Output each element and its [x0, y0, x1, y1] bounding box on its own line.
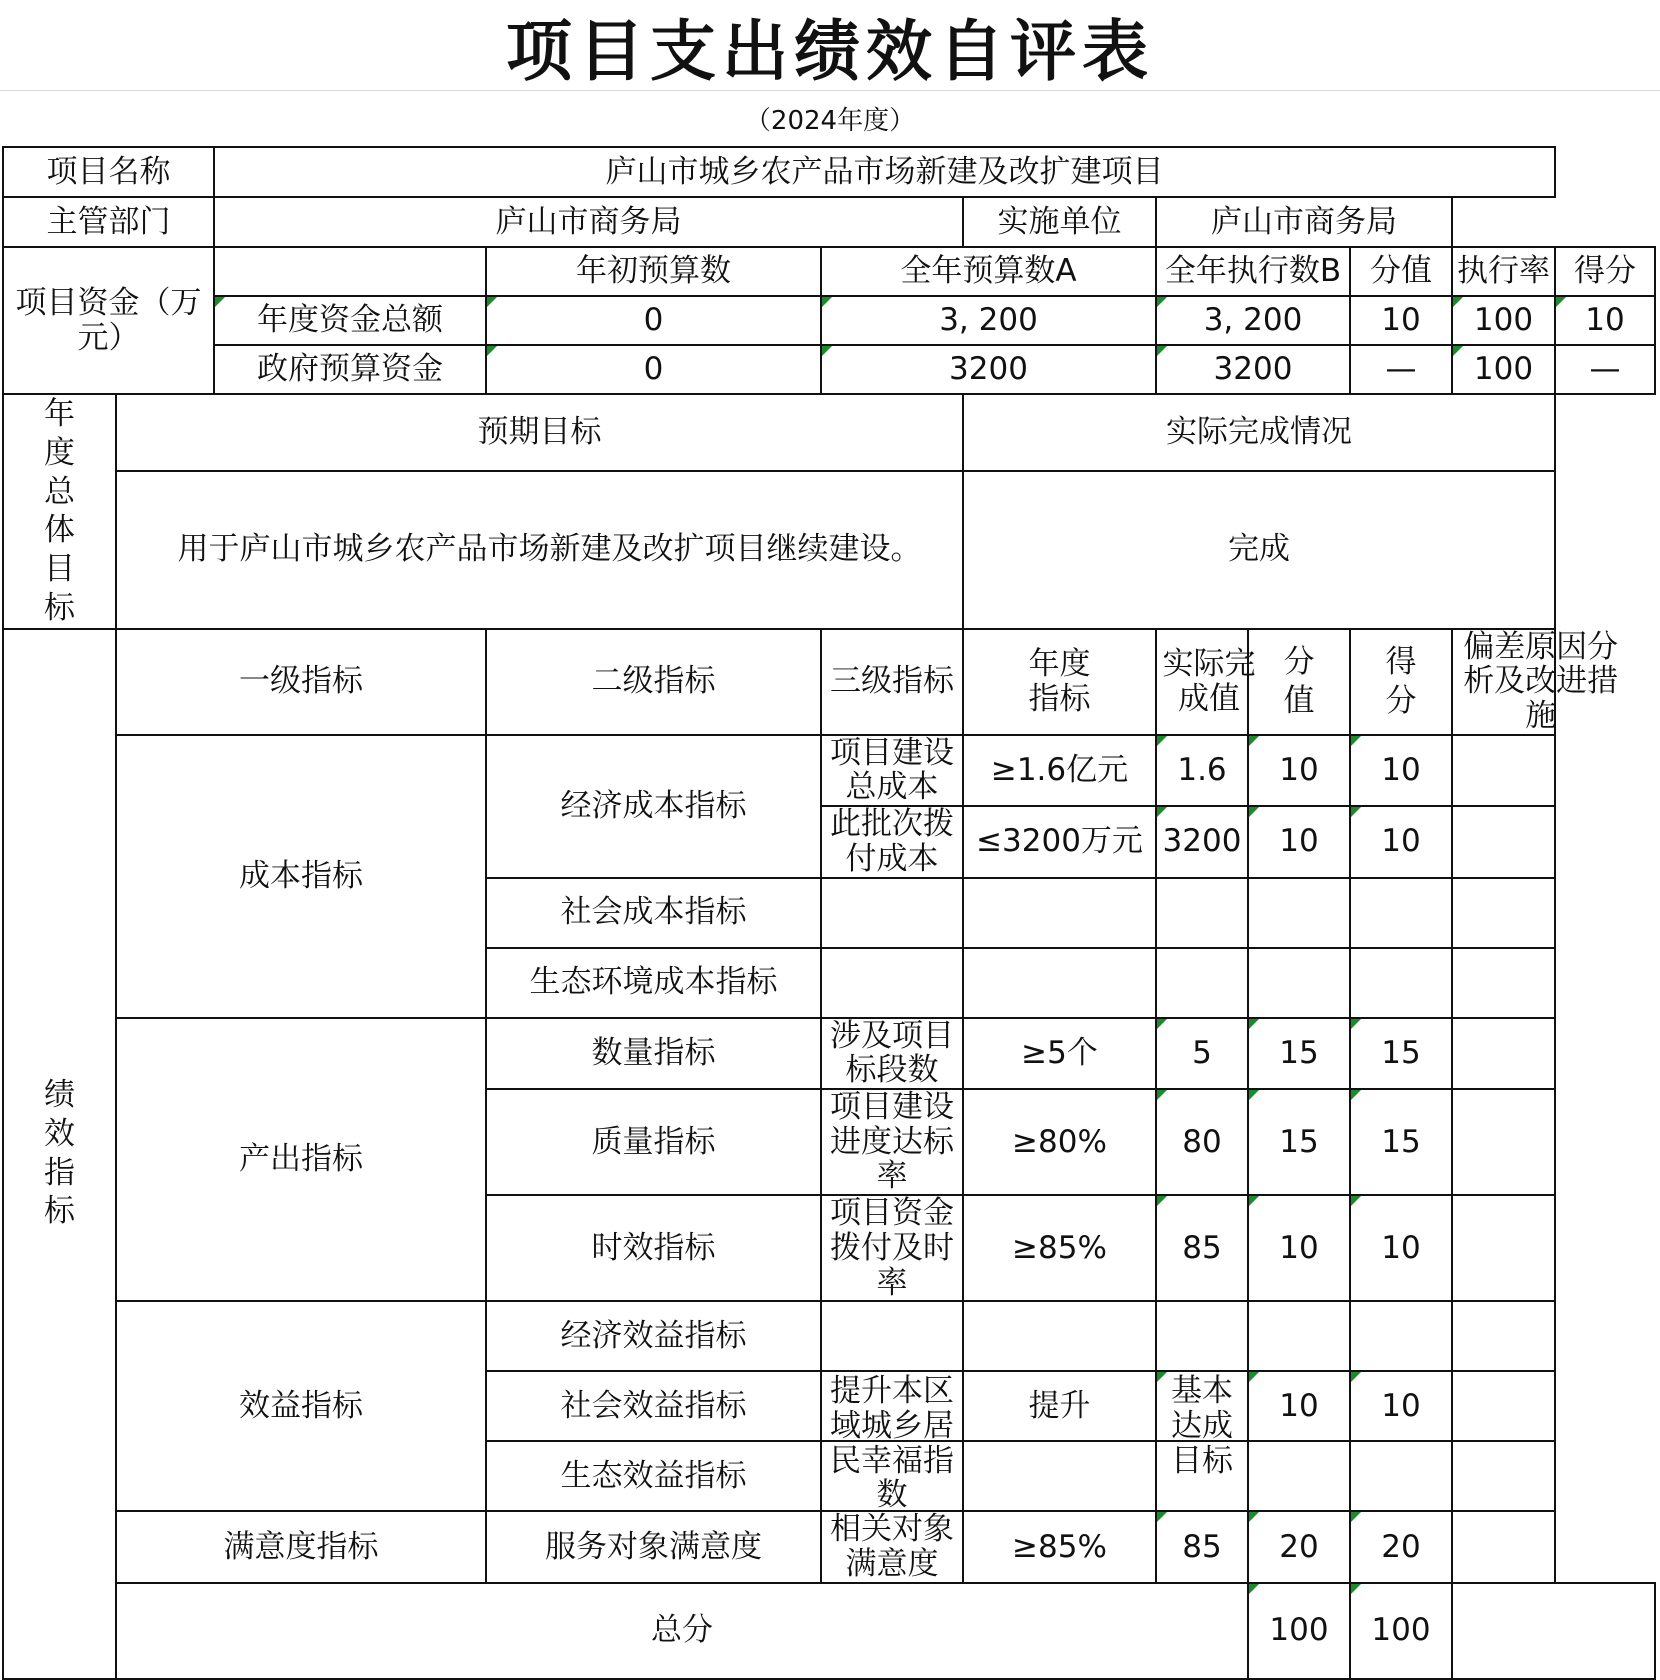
level3-cell: [821, 1301, 963, 1371]
target-cell: ≥1.6亿元: [963, 735, 1156, 806]
level3-cell: 涉及项目标段数: [821, 1018, 963, 1089]
deviation-cell: [1452, 735, 1555, 806]
impl-label: 实施单位: [963, 197, 1156, 247]
actual-cell: 基本达成目标: [1156, 1371, 1248, 1441]
funds-header-blank: [214, 247, 486, 296]
funds-header: 执行率: [1452, 247, 1555, 296]
deviation-cell: [1452, 806, 1555, 877]
deviation-cell: [1452, 1371, 1555, 1441]
funds-header: 分值: [1350, 247, 1452, 296]
indicator-header: 年度指标: [963, 629, 1156, 735]
deviation-cell: [1452, 1301, 1555, 1371]
target-cell: ≥80%: [963, 1089, 1156, 1195]
funds-executed: 3, 200: [1156, 296, 1350, 345]
impl-value: 庐山市商务局: [1156, 197, 1452, 247]
value-cell: 15: [1248, 1089, 1350, 1195]
funds-score: 10: [1555, 296, 1655, 345]
funds-rate: 100: [1452, 345, 1555, 394]
score-cell: 15: [1350, 1089, 1452, 1195]
value-cell: 10: [1248, 1195, 1350, 1301]
target-cell: 提升: [963, 1371, 1156, 1441]
level2-cell: 生态效益指标: [486, 1441, 821, 1511]
target-cell: ≥85%: [963, 1511, 1156, 1582]
target-cell: [963, 878, 1156, 948]
score-cell: 10: [1350, 735, 1452, 806]
score-cell: [1350, 878, 1452, 948]
funds-initial: 0: [486, 345, 821, 394]
grid-divider: [0, 90, 1660, 91]
funds-header: 全年预算数A: [821, 247, 1156, 296]
level3-cell: [821, 948, 963, 1018]
indicator-header: 二级指标: [486, 629, 821, 735]
goals-expected-header: 预期目标: [116, 394, 963, 471]
deviation-cell: [1452, 1511, 1555, 1582]
score-cell: 20: [1350, 1511, 1452, 1582]
indicators-label: 绩效指标: [3, 629, 116, 1679]
level2-cell: 经济效益指标: [486, 1301, 821, 1371]
funds-score: —: [1555, 345, 1655, 394]
dept-label: 主管部门: [3, 197, 214, 247]
target-cell: ≥85%: [963, 1195, 1156, 1301]
value-cell: 10: [1248, 735, 1350, 806]
page-title: 项目支出绩效自评表: [506, 11, 1154, 90]
indicator-header: 三级指标: [821, 629, 963, 735]
score-cell: [1350, 1441, 1452, 1511]
deviation-cell: [1452, 1089, 1555, 1195]
level3-cell: 提升本区域城乡居民幸福指数: [821, 1371, 963, 1441]
level2-cell: 经济成本指标: [486, 735, 821, 878]
indicator-header: 一级指标: [116, 629, 486, 735]
deviation-cell: [1452, 878, 1555, 948]
indicator-header: 得分: [1350, 629, 1452, 735]
goals-actual-header: 实际完成情况: [963, 394, 1555, 471]
target-cell: ≤3200万元: [963, 806, 1156, 877]
level3-cell: [821, 1441, 963, 1511]
level3-cell: 此批次拨付成本: [821, 806, 963, 877]
total-label: 总分: [116, 1583, 1248, 1679]
level2-cell: 社会效益指标: [486, 1371, 821, 1441]
actual-cell: [1156, 1441, 1248, 1511]
actual-cell: [1156, 878, 1248, 948]
actual-cell: 3200: [1156, 806, 1248, 877]
score-cell: [1350, 948, 1452, 1018]
level1-satisfaction: 满意度指标: [116, 1511, 486, 1582]
actual-cell: 5: [1156, 1018, 1248, 1089]
funds-score-value: —: [1350, 345, 1452, 394]
level3-cell: 项目资金拨付及时率: [821, 1195, 963, 1301]
actual-cell: 85: [1156, 1511, 1248, 1582]
level2-cell: 生态环境成本指标: [486, 948, 821, 1018]
actual-cell: 1.6: [1156, 735, 1248, 806]
total-score: 100: [1350, 1583, 1452, 1679]
score-cell: 10: [1350, 806, 1452, 877]
level2-cell: 服务对象满意度: [486, 1511, 821, 1582]
funds-rate: 100: [1452, 296, 1555, 345]
actual-cell: 80: [1156, 1089, 1248, 1195]
value-cell: 20: [1248, 1511, 1350, 1582]
project-name-label: 项目名称: [3, 147, 214, 197]
indicator-header: 分值: [1248, 629, 1350, 735]
score-cell: 15: [1350, 1018, 1452, 1089]
level1-output: 产出指标: [116, 1018, 486, 1302]
target-cell: [963, 1301, 1156, 1371]
funds-header: 年初预算数: [486, 247, 821, 296]
target-cell: ≥5个: [963, 1018, 1156, 1089]
page-subtitle: （2024年度）: [744, 105, 916, 136]
value-cell: 15: [1248, 1018, 1350, 1089]
actual-cell: [1156, 948, 1248, 1018]
value-cell: [1248, 1301, 1350, 1371]
funds-score-value: 10: [1350, 296, 1452, 345]
target-cell: [963, 1441, 1156, 1511]
indicator-header: 实际完成值: [1156, 629, 1248, 735]
value-cell: [1248, 878, 1350, 948]
total-deviation: [1452, 1583, 1655, 1679]
funds-header: 全年执行数B: [1156, 247, 1350, 296]
value-cell: 10: [1248, 806, 1350, 877]
level3-cell: 项目建设进度达标率: [821, 1089, 963, 1195]
goals-label: 年度总体目标: [3, 394, 116, 629]
funds-executed: 3200: [1156, 345, 1350, 394]
value-cell: [1248, 1441, 1350, 1511]
actual-cell: 85: [1156, 1195, 1248, 1301]
level2-cell: 质量指标: [486, 1089, 821, 1195]
self-evaluation-table: [2, 146, 1656, 1680]
level1-cost: 成本指标: [116, 735, 486, 1018]
deviation-cell: [1452, 1195, 1555, 1301]
level3-cell: [821, 878, 963, 948]
deviation-cell: [1452, 1441, 1555, 1511]
score-cell: 10: [1350, 1371, 1452, 1441]
score-cell: [1350, 1301, 1452, 1371]
funds-annual: 3200: [821, 345, 1156, 394]
value-cell: [1248, 948, 1350, 1018]
level2-cell: 时效指标: [486, 1195, 821, 1301]
level3-cell: 相关对象满意度: [821, 1511, 963, 1582]
goals-expected: 用于庐山市城乡农产品市场新建及改扩项目继续建设。: [116, 471, 963, 628]
actual-cell: [1156, 1301, 1248, 1371]
target-cell: [963, 948, 1156, 1018]
dept-value: 庐山市商务局: [214, 197, 963, 247]
indicator-header: 偏差原因分析及改进措施: [1452, 629, 1555, 735]
level2-cell: 社会成本指标: [486, 878, 821, 948]
funds-annual: 3, 200: [821, 296, 1156, 345]
total-value: 100: [1248, 1583, 1350, 1679]
funds-initial: 0: [486, 296, 821, 345]
deviation-cell: [1452, 1018, 1555, 1089]
value-cell: 10: [1248, 1371, 1350, 1441]
funds-label: 项目资金（万元）: [3, 247, 214, 394]
level3-cell: 项目建设总成本: [821, 735, 963, 806]
deviation-cell: [1452, 948, 1555, 1018]
level2-cell: 数量指标: [486, 1018, 821, 1089]
project-name: 庐山市城乡农产品市场新建及改扩建项目: [214, 147, 1555, 197]
goals-actual: 完成: [963, 471, 1555, 628]
funds-row-label: 政府预算资金: [214, 345, 486, 394]
score-cell: 10: [1350, 1195, 1452, 1301]
funds-header: 得分: [1555, 247, 1655, 296]
funds-row-label: 年度资金总额: [214, 296, 486, 345]
level1-benefit: 效益指标: [116, 1301, 486, 1511]
